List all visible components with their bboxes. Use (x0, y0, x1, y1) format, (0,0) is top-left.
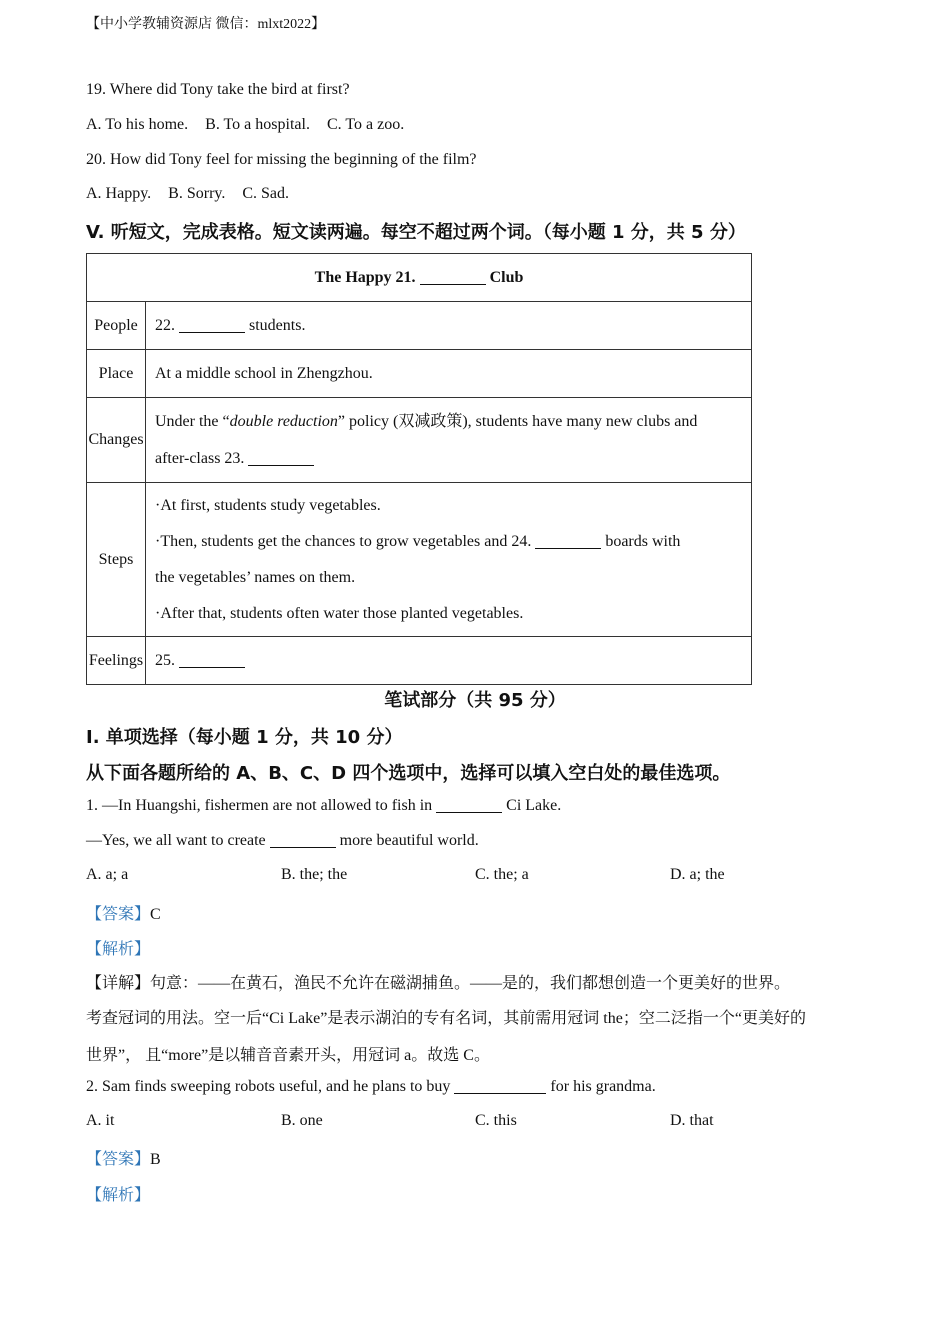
mc-2-line-1 (86, 1077, 656, 1096)
section-1-heading: Ⅰ. 单项选择（每小题 1 分，共 10 分） (86, 727, 403, 748)
mc-1-option-a: A. a; a (86, 866, 129, 883)
option-a: A. To his home. (86, 116, 189, 133)
mc-1-option-c: C. the; a (475, 866, 529, 883)
section-5-heading: V. 听短文，完成表格。短文读两遍。每空不超过两个词。（每小题 1 分，共 5 分） (86, 222, 746, 243)
blank-25 (179, 651, 245, 668)
mc-2-option-b: B. one (281, 1112, 323, 1129)
mc-1-line-2-pre: —Yes, we all want to create (86, 832, 266, 849)
mc-2-analysis-tag: 【解析】 (86, 1187, 151, 1204)
row-cell-feelings (146, 637, 752, 685)
table-row (87, 350, 752, 398)
blank-24 (535, 532, 601, 549)
people-post: students. (249, 317, 306, 334)
steps-line-4: ·After that, students often water those planted vegetables. (155, 604, 524, 622)
row-cell-people (146, 302, 752, 350)
mc-1-line-2 (86, 831, 479, 850)
option-c: C. Sad. (242, 185, 290, 202)
detail-tag: 【详解】 (86, 975, 151, 992)
changes-text-post: ” policy (双减政策), students have many new clubs and (337, 413, 698, 430)
mc-1-line-1 (86, 796, 561, 815)
blank-21 (420, 268, 486, 285)
changes-line-1 (155, 403, 742, 440)
blank (270, 831, 336, 848)
mc-1-answer (86, 901, 161, 924)
table-title-post: Club (489, 269, 524, 286)
row-label-place: Place (87, 350, 146, 398)
section-1-instruction: 从下面各题所给的 A、B、C、D 四个选项中，选择可以填入空白处的最佳选项。 (86, 763, 731, 784)
blank-23 (248, 449, 314, 466)
listening-table (86, 253, 752, 685)
steps-line-3: the vegetables’ names on them. (155, 568, 356, 586)
mc-2-option-a: A. it (86, 1112, 115, 1129)
answer-tag: 【答案】 (86, 906, 151, 923)
changes-line-2-pre: after-class 23. (155, 450, 245, 467)
blank (436, 796, 502, 813)
question-19-options (86, 116, 404, 134)
table-title-pre: The Happy 21. (314, 269, 416, 286)
mc-2-line-1-post: for his grandma. (550, 1078, 656, 1095)
row-label-people: People (87, 302, 146, 350)
row-cell-steps (146, 483, 752, 637)
mc-1-option-d: D. a; the (670, 866, 725, 883)
table-row (87, 398, 752, 483)
option-b: B. Sorry. (168, 185, 226, 202)
row-label-feelings: Feelings (87, 637, 146, 685)
answer-tag: 【答案】 (86, 1151, 151, 1168)
changes-text-pre: Under the “ (155, 413, 230, 430)
row-cell-place: At a middle school in Zhengzhou. (146, 350, 752, 398)
mc-1-line-1-post: Ci Lake. (506, 797, 562, 814)
row-label-steps: Steps (87, 483, 146, 637)
mc-1-analysis-tag: 【解析】 (86, 941, 151, 958)
option-a: A. Happy. (86, 185, 152, 202)
option-b: B. To a hospital. (205, 116, 310, 133)
row-cell-changes (146, 398, 752, 483)
mc-2-option-d: D. that (670, 1112, 714, 1129)
written-part-title: 笔试部分（共 95 分） (384, 690, 566, 711)
blank (454, 1077, 546, 1094)
mc-2-answer (86, 1146, 161, 1169)
mc-1-explanation-line-1: 考查冠词的用法。空一后“Ci Lake”是表示湖泊的专有名词，其前需用冠词 the；空二泛指一个“更美好的 (86, 1010, 806, 1027)
table-row (87, 302, 752, 350)
question-20-options (86, 185, 289, 203)
steps-line-2-post: boards with (605, 532, 681, 550)
mc-2-line-1-pre: 2. Sam finds sweeping robots useful, and he plans to buy (86, 1078, 451, 1095)
steps-line-1: ·At first, students study vegetables. (155, 496, 381, 514)
answer-value: C (150, 906, 161, 923)
changes-line-2 (155, 440, 742, 477)
steps-line-2-pre: ·Then, students get the chances to grow vegetables and 24. (155, 532, 532, 550)
mc-1-line-2-post: more beautiful world. (339, 832, 479, 849)
blank-22 (179, 316, 245, 333)
mc-1-line-1-pre: 1. —In Huangshi, fishermen are not allowed to fish in (86, 797, 433, 814)
question-19: 19. Where did Tony take the bird at first? (86, 81, 350, 98)
option-c: C. To a zoo. (326, 116, 405, 133)
changes-emphasis: double reduction (229, 413, 338, 430)
people-pre: 22. (155, 317, 175, 334)
row-label-changes: Changes (87, 398, 146, 483)
mc-1-detail (86, 970, 790, 993)
mc-2-option-c: C. this (475, 1112, 517, 1129)
table-title (87, 254, 752, 302)
mc-1-option-b: B. the; the (281, 866, 348, 883)
detail-text: 句意：——在黄石，渔民不允许在磁湖捕鱼。——是的，我们都想创造一个更美好的世界。 (150, 975, 791, 992)
steps-line-2 (155, 524, 742, 560)
question-20: 20. How did Tony feel for missing the beginning of the film? (86, 151, 477, 168)
table-title-row (87, 254, 752, 302)
mc-1-explanation-line-2: 世界”， 且“more”是以辅音音素开头，用冠词 a。故选 C。 (86, 1047, 490, 1064)
table-row (87, 637, 752, 685)
feelings-pre: 25. (155, 652, 175, 669)
table-row (87, 483, 752, 637)
page-header: 【中小学教辅资源店 微信：mlxt2022】 (86, 17, 326, 32)
answer-value: B (150, 1151, 161, 1168)
